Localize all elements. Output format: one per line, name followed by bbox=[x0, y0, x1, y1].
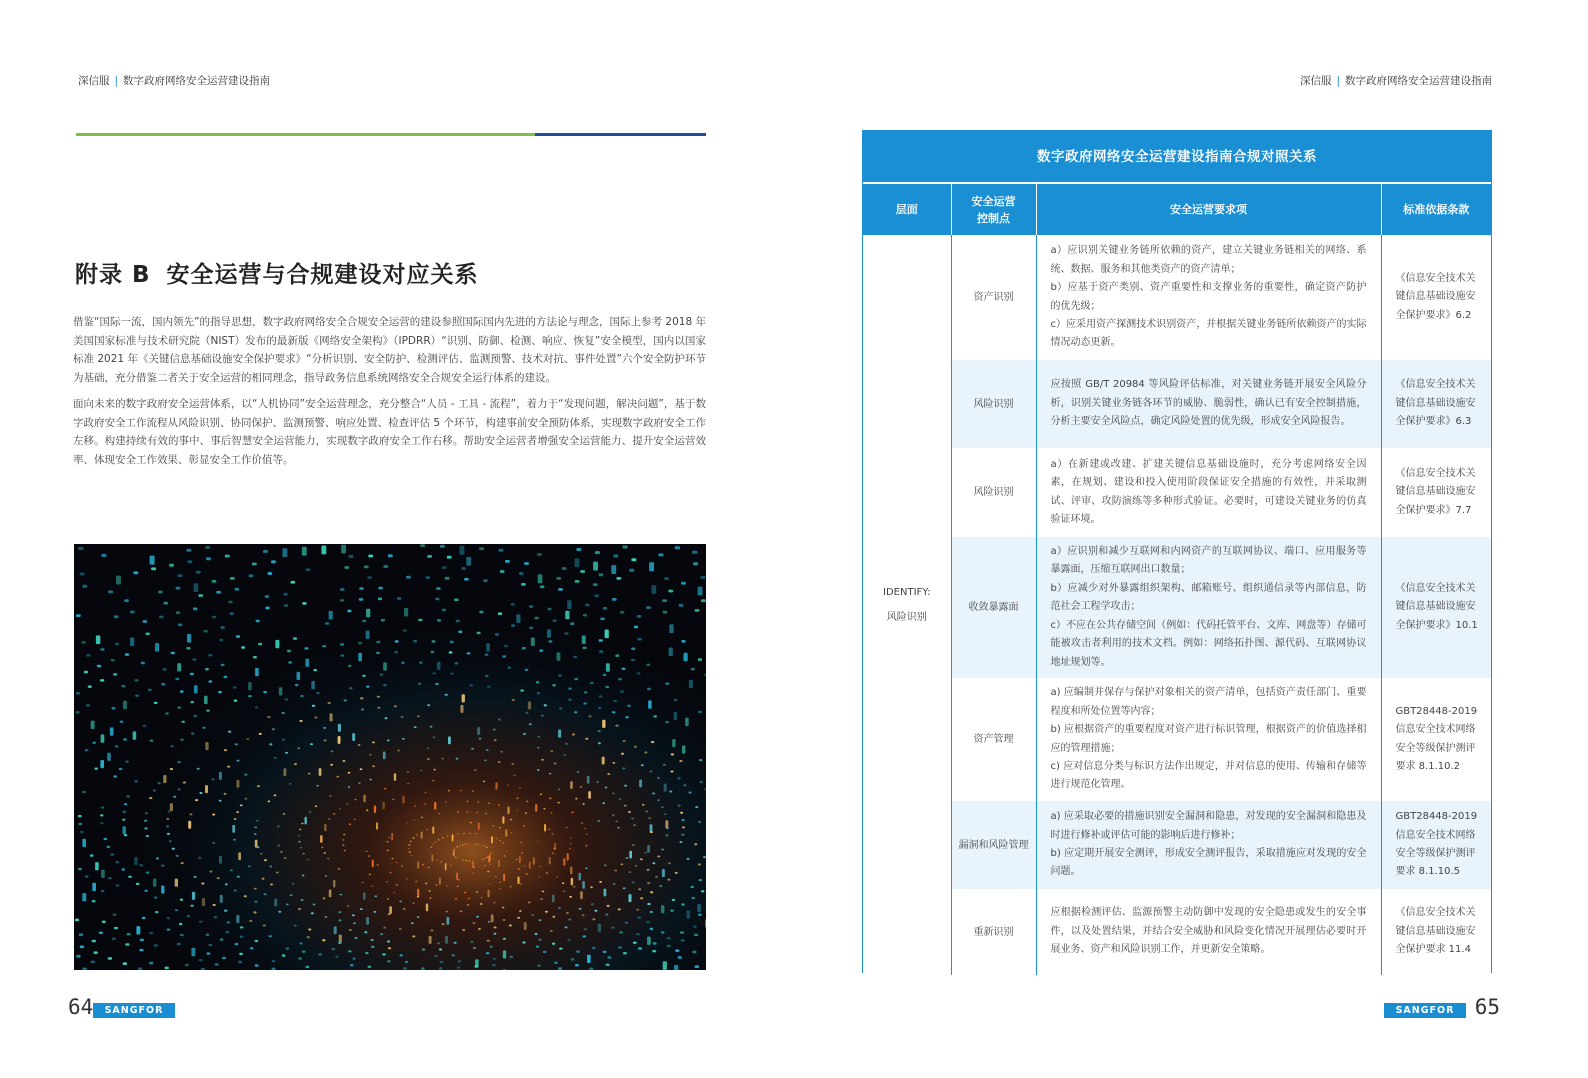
requirement-cell: 应根据检测评估、监源预警主动防御中发现的安全隐患或发生的安全事件，以及处置结果，并结合安全威胁和风险变化情况开展理估必要时开展业务、资产和风险识别工作，并更新安全策略。 bbox=[1036, 889, 1381, 975]
table-row bbox=[863, 537, 1491, 678]
body-paragraph-2: 面向未来的数字政府安全运营体系，以“人机协同”安全运营理念，充分整合“人员 - 工具 - 流程”，着力于“发现问题，解决问题”，基于数字政府安全工作流程从风险识别、协同保护、监测预警、响应处置、检查评估 5 个环节，构建事前安全预防体系，实现数字政府安全工作左移。构建持续有效的事中、事后智慧安全运营能力，实现数字政府安全工作右移。帮助安全运营者增强安全运营能力、提升安全运营效率、体现安全工作效果、彰显安全工作价值等。 bbox=[73, 398, 706, 466]
table-header-row bbox=[863, 184, 1491, 235]
table-title: 数字政府网络安全运营建设指南合规对照关系 bbox=[863, 133, 1491, 184]
appendix-title: 安全运营与合规建设对应关系 bbox=[166, 262, 479, 288]
requirement-cell: a) 应采取必要的措施识别安全漏洞和隐患，对发现的安全漏洞和隐患及时进行修补或评估可能的影响后进行修补； b) 应定期开展安全测评，形成安全测评报告，采取措施应对发现的安全问题。 bbox=[1036, 801, 1381, 889]
data-vortex-illustration bbox=[74, 544, 706, 970]
header-title: 数字政府网络安全运营建设指南 bbox=[1345, 75, 1492, 87]
compliance-table bbox=[862, 130, 1492, 973]
header-separator: | bbox=[114, 75, 119, 87]
requirement-cell: a）在新建或改建、扩建关键信息基础设施时，充分考虑网络安全因素，在规划、建设和投入使用阶段保证安全措施的有效性，并采取测试、评审、攻防演练等多种形式验证。必要时，可建设关键业务的仿真验证环境。 bbox=[1036, 448, 1381, 537]
brand-tag-right: SANGFOR bbox=[1384, 1003, 1466, 1018]
table-row bbox=[863, 360, 1491, 448]
table-row bbox=[863, 678, 1491, 801]
control-cell: 收敛暴露面 bbox=[951, 537, 1036, 678]
control-cell: 资产管理 bbox=[951, 678, 1036, 801]
page-number-right: 65 bbox=[1474, 995, 1500, 1019]
standard-cell: GBT28448-2019 信息安全技术网络安全等级保护测评要求 8.1.10.2 bbox=[1381, 678, 1491, 801]
header-title: 数字政府网络安全运营建设指南 bbox=[123, 75, 271, 87]
running-header-right bbox=[1300, 73, 1492, 88]
compliance-grid bbox=[863, 184, 1491, 975]
appendix-prefix: 附录 B bbox=[75, 262, 151, 288]
standard-cell: 《信息安全技术关键信息基础设施安全保护要求》7.7 bbox=[1381, 448, 1491, 537]
control-cell: 风险识别 bbox=[951, 360, 1036, 448]
header-standard: 标准依据条款 bbox=[1381, 184, 1491, 235]
control-cell: 重新识别 bbox=[951, 889, 1036, 975]
requirement-cell: a）应识别和减少互联网和内网资产的互联网协议、端口、应用服务等暴露面，压缩互联网出口数量； b）应减少对外暴露组织架构、邮箱账号、组织通信录等内部信息，防范社会工程学攻击； c）不应在公共存储空间（例如：代码托管平台、文库、网盘等）存储可能被攻击者利用的技术文档。例如：网络拓扑图、源代码、互联网协议地址规划等。 bbox=[1036, 537, 1381, 678]
standard-cell: 《信息安全技术关键信息基础设施安全保护要求》10.1 bbox=[1381, 537, 1491, 678]
table-row bbox=[863, 448, 1491, 537]
header-layer: 层面 bbox=[863, 184, 951, 235]
header-separator: | bbox=[1336, 75, 1340, 87]
standard-cell: 《信息安全技术关键信息基础设施安全保护要求》6.3 bbox=[1381, 360, 1491, 448]
requirement-cell: a）应识别关键业务链所依赖的资产，建立关键业务链相关的网络、系统、数据、服务和其他类资产的资产清单； b）应基于资产类别、资产重要性和支撑业务的重要性，确定资产防护的优先级； c）应采用资产探测技术识别资产，并根据关键业务链所依赖资产的实际情况动态更新。 bbox=[1036, 235, 1381, 360]
layer-cell: IDENTIFY: 风险识别 bbox=[863, 235, 951, 975]
running-header-left bbox=[78, 73, 270, 88]
page-number-left: 64 bbox=[68, 995, 94, 1019]
header-brand: 深信服 bbox=[78, 75, 110, 87]
table-row bbox=[863, 235, 1491, 360]
header-control: 安全运营 控制点 bbox=[951, 184, 1036, 235]
title-rule-green bbox=[76, 133, 535, 136]
appendix-heading bbox=[75, 256, 479, 289]
header-brand: 深信服 bbox=[1299, 75, 1332, 87]
standard-cell: GBT28448-2019 信息安全技术网络安全等级保护测评要求 8.1.10.5 bbox=[1381, 801, 1491, 889]
brand-tag-left: SANGFOR bbox=[93, 1003, 175, 1018]
control-cell: 漏洞和风险管理 bbox=[951, 801, 1036, 889]
standard-cell: 《信息安全技术关键信息基础设施安全保护要求》6.2 bbox=[1381, 235, 1491, 360]
control-cell: 资产识别 bbox=[951, 235, 1036, 360]
table-row bbox=[863, 889, 1491, 975]
table-row bbox=[863, 801, 1491, 889]
header-requirement: 安全运营要求项 bbox=[1036, 184, 1381, 235]
requirement-cell: 应按照 GB/T 20984 等风险评估标准，对关键业务链开展安全风险分析，识别关键业务链各环节的威胁、脆弱性，确认已有安全控制措施，分析主要安全风险点，确定风险处置的优先级，形成安全风险报告。 bbox=[1036, 360, 1381, 448]
title-rule-blue bbox=[535, 133, 706, 136]
body-paragraph-1: 借鉴“国际一流，国内领先”的指导思想，数字政府网络安全合规安全运营的建设参照国际国内先进的方法论与理念，国际上参考 2018 年美国国家标准与技术研究院（NIST）发布的最新版《网络安全架构》（IPDRR）“识别、防御、检测、响应、恢复”安全模型，国内以国家标准 2021 年《关键信息基础设施安全保护要求》“分析识别、安全防护、检测评估、监测预警、技术对抗、事件处置”六个安全防护环节为基础，充分借鉴二者关于安全运营的相同理念，指导政务信息系统网络安全合规安全运行体系的建设。 bbox=[73, 316, 706, 384]
standard-cell: 《信息安全技术关键信息基础设施安全保护要求 11.4 bbox=[1381, 889, 1491, 975]
requirement-cell: a) 应编制并保存与保护对象相关的资产清单，包括资产责任部门、重要程度和所处位置等内容； b) 应根据资产的重要程度对资产进行标识管理，根据资产的价值选择相应的管理措施； c) 应对信息分类与标识方法作出规定，并对信息的使用、传输和存储等进行规范化管理。 bbox=[1036, 678, 1381, 801]
control-cell: 风险识别 bbox=[951, 448, 1036, 537]
